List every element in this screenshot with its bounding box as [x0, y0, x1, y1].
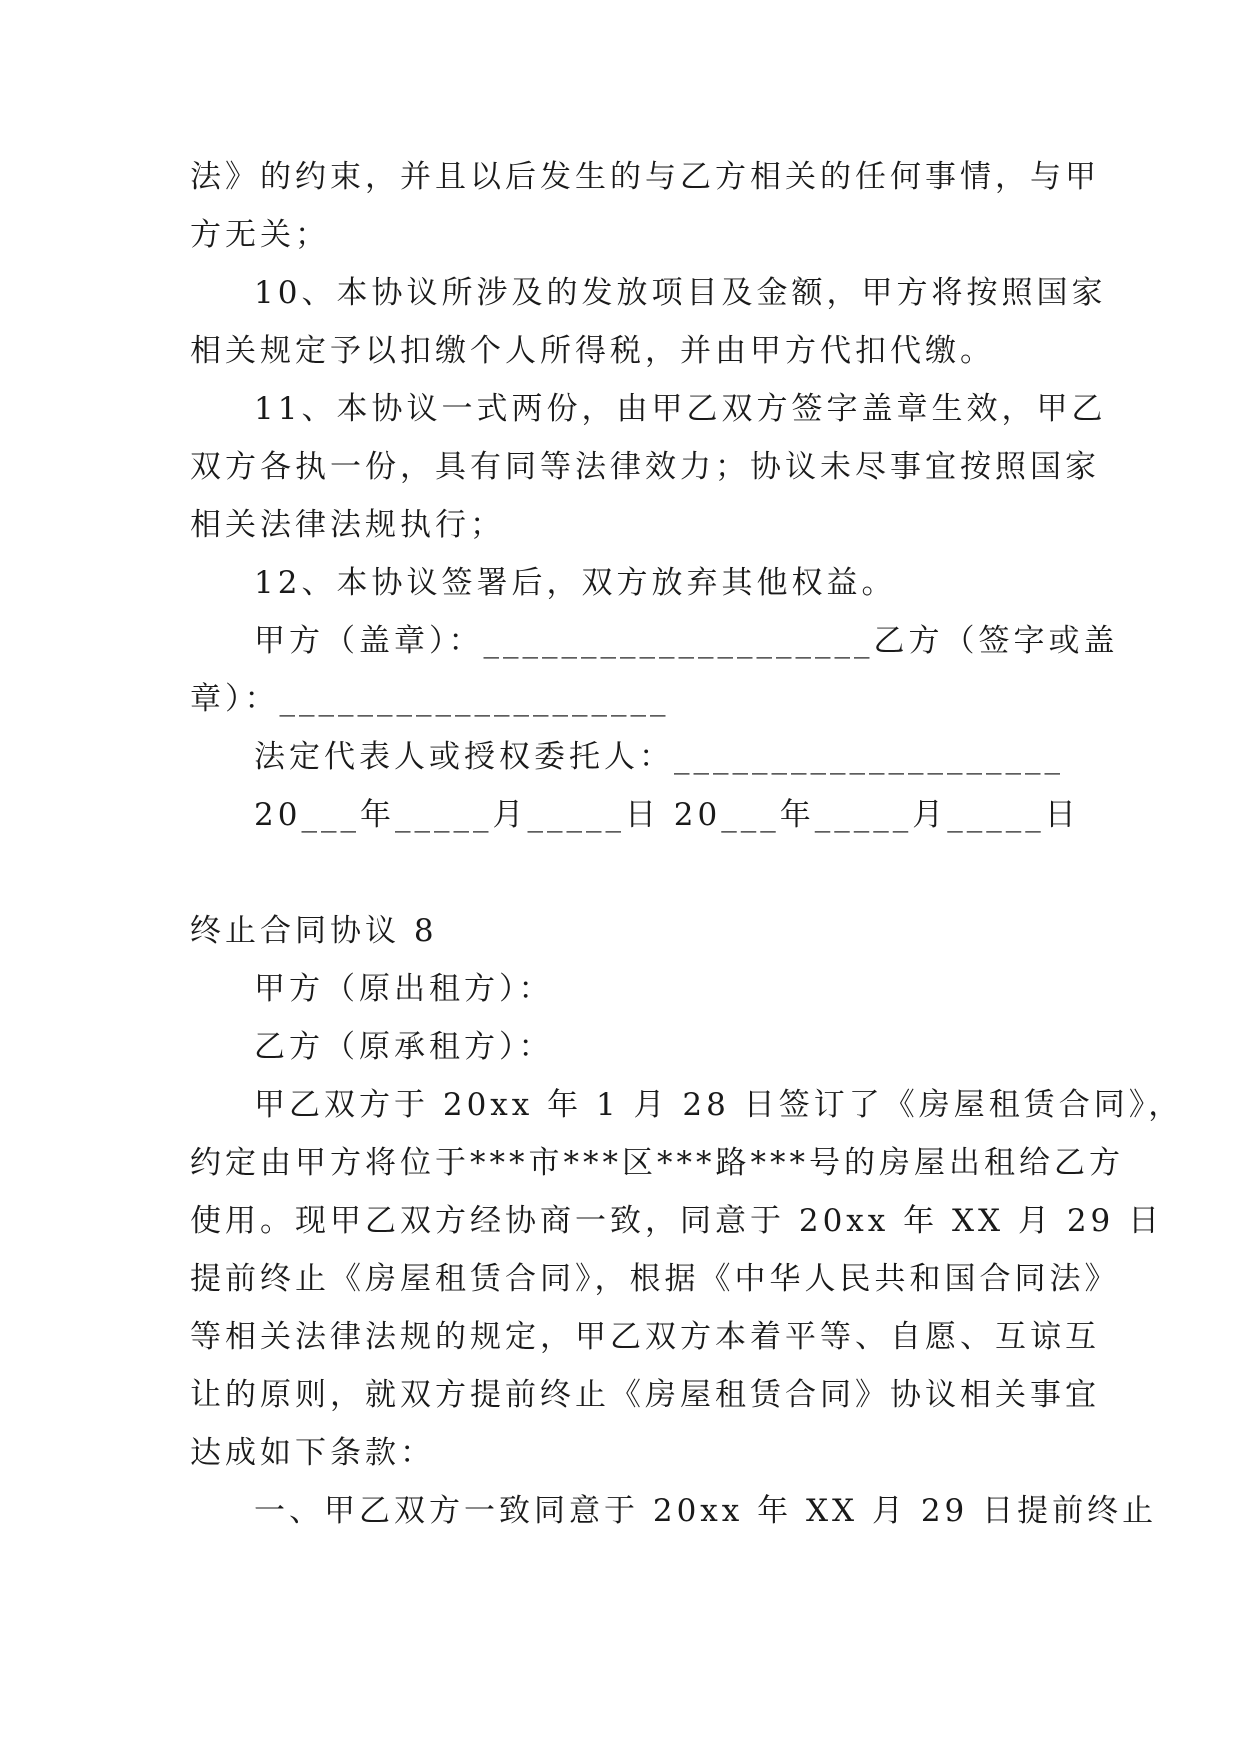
clause-10-line: 10、本协议所涉及的发放项目及金额，甲方将按照国家: [254, 275, 1107, 311]
section-title: 终止合同协议 8: [190, 913, 438, 949]
text-line: 等相关法律法规的规定，甲乙双方本着平等、自愿、互谅互: [190, 1319, 1100, 1355]
text-line: 法》的约束，并且以后发生的与乙方相关的任何事情，与甲: [190, 159, 1100, 195]
text-line: 提前终止《房屋租赁合同》，根据《中华人民共和国合同法》: [190, 1261, 1120, 1297]
text-line: 相关规定予以扣缴个人所得税，并由甲方代扣代缴。: [190, 333, 995, 369]
party-a-line: 甲方（原出租方）：: [254, 971, 554, 1007]
text-line: 方无关；: [190, 217, 330, 253]
clause-12-line: 12、本协议签署后，双方放弃其他权益。: [254, 565, 897, 601]
text-line: 相关法律法规执行；: [190, 507, 505, 543]
legal-representative-line: 法定代表人或授权委托人：____________________: [254, 739, 1064, 775]
text-line: 使用。现甲乙双方经协商一致，同意于 20xx 年 XX 月 29 日: [190, 1203, 1164, 1239]
preamble-line: 甲乙双方于 20xx 年 1 月 28 日签订了《房屋租赁合同》，: [254, 1087, 1184, 1123]
party-b-line: 乙方（原承租方）：: [254, 1029, 554, 1065]
party-a-seal-line: 甲方（盖章）：____________________乙方（签字或盖: [254, 623, 1119, 659]
section-gap: [190, 844, 1050, 902]
text-line: 双方各执一份，具有同等法律效力；协议未尽事宜按照国家: [190, 449, 1100, 485]
text-line: 让的原则，就双方提前终止《房屋租赁合同》协议相关事宜: [190, 1377, 1100, 1413]
date-line: 20___年_____月_____日 20___年_____月_____日: [254, 797, 1080, 833]
party-b-seal-line: 章）：____________________: [190, 681, 670, 717]
text-line: 达成如下条款：: [190, 1435, 435, 1471]
text-line: 约定由甲方将位于***市***区***路***号的房屋出租给乙方: [190, 1145, 1124, 1181]
document-body: [190, 148, 1184, 1540]
clause-1-line: 一、甲乙双方一致同意于 20xx 年 XX 月 29 日提前终止: [254, 1493, 1158, 1529]
clause-11-line: 11、本协议一式两份，由甲乙双方签字盖章生效，甲乙: [254, 391, 1107, 427]
